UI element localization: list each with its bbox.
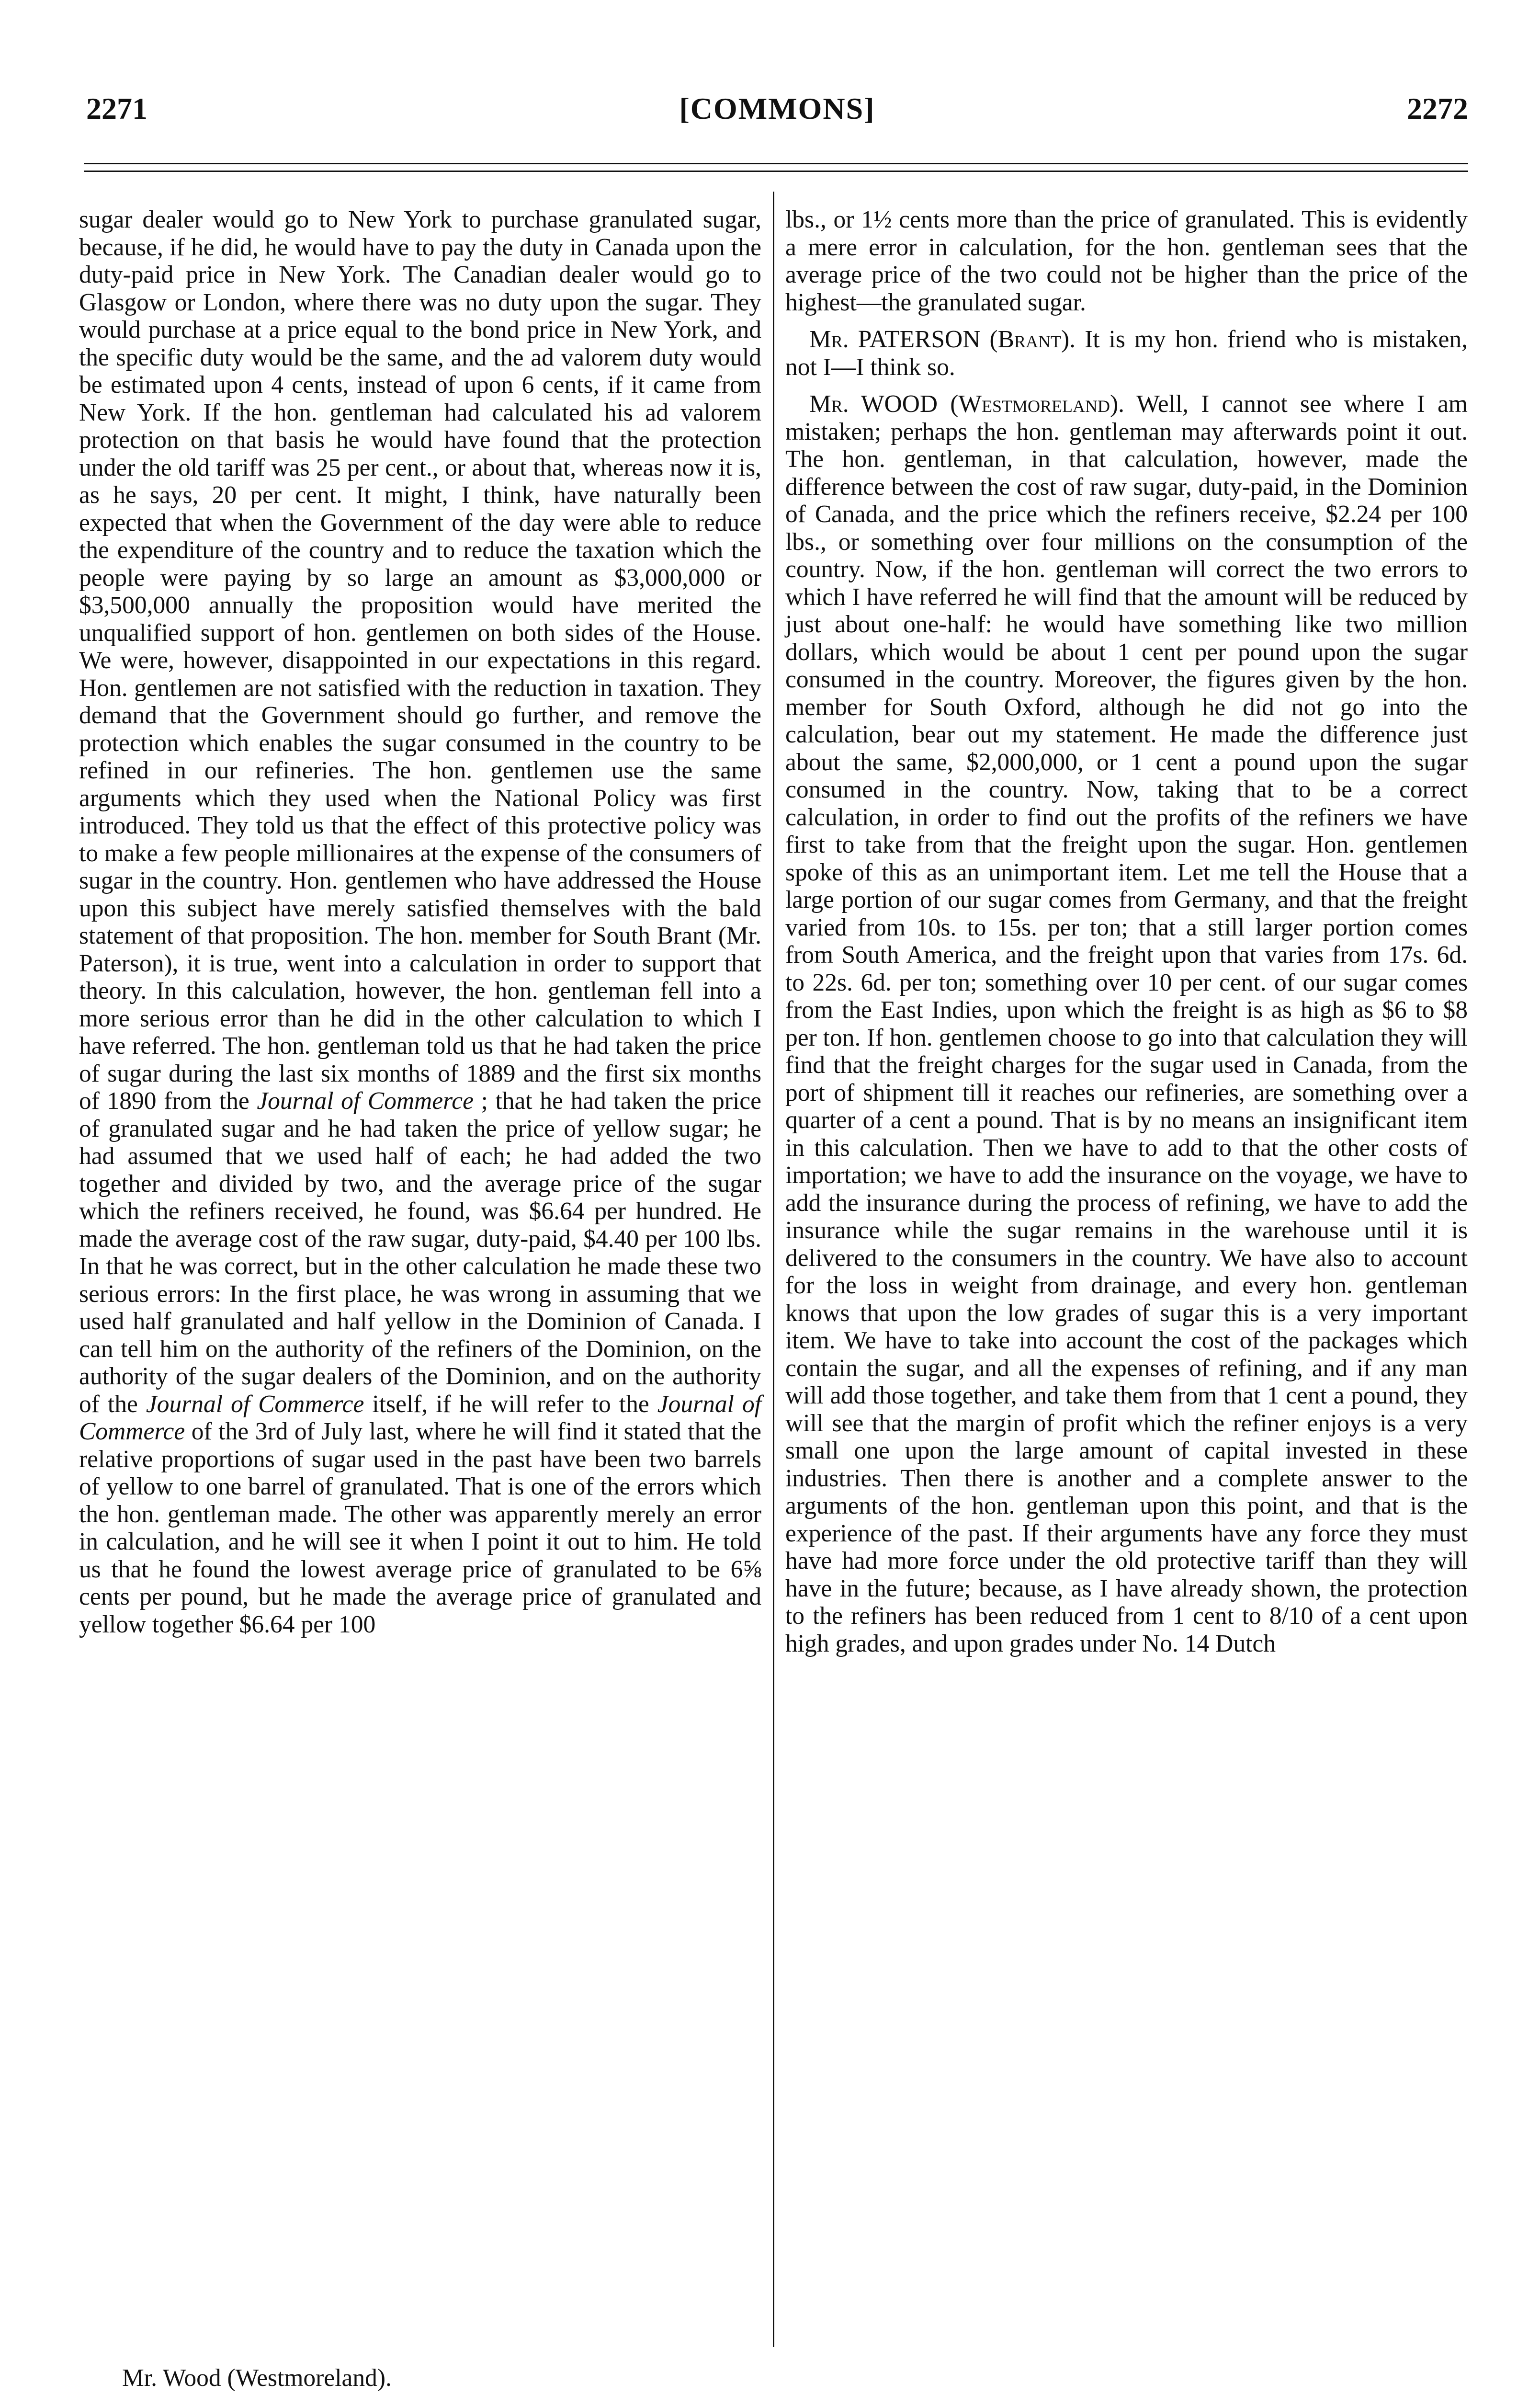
column-divider xyxy=(773,192,774,2347)
right-page-number: 2272 xyxy=(1407,91,1468,125)
right-paragraph-3 xyxy=(785,390,1468,1657)
paterson-remark: It is my hon. friend who is mistaken, not I—I think so. xyxy=(785,326,1468,381)
page-header xyxy=(86,91,1468,134)
left-text-2: ; that he had taken the price of granulated sugar and he had taken the price of yellow sugar; he had assumed that we used half of each; he had added the two together and divided by two, and the average price of the sugar which the refiners received, he found, was $6.64 per hundred. He made the average cost of the raw sugar, duty-paid, $4.40 per 100 lbs. In that he was correct, but in the other calculation he made these two serious errors: In the first place, he was wrong in assuming that we used half granulated and half yellow in the Dominion of Canada. I can tell him on the authority of the refiners of the Dominion, on the authority of the sugar dealers of the Dominion, and on the authority of the xyxy=(79,1087,761,1418)
right-paragraph-1: lbs., or 1½ cents more than the price of granulated. This is evidently a mere error in calculation, for the hon. gentleman sees that the average price of the two could not be higher than the price of the highest—the granulated sugar. xyxy=(785,206,1468,316)
left-paragraph xyxy=(79,206,761,1638)
wood-remarks: Well, I cannot see where I am mistaken; perhaps the hon. gentleman may afterwards point it out. The hon. gentleman, in that calculation, however, made the difference between the cost of raw sugar, duty-paid, in the Dominion of Canada, and the price which the refiners receive, $2.24 per 100 lbs., or something over four millions on the consumption of the country. Now, if the hon. gentleman will correct the two errors to which I have referred he will find that the amount will be reduced by just about one-half: he would have something like two million dollars, which would be about 1 cent per pound upon the sugar consumed in the country. Moreover, the figures given by the hon. member for South Oxford, although he did not go into the calculation, bear out my statement. He made the difference just about the same, $2,000,000, or 1 cent a pound upon the sugar consumed in the country. Now, taking that to be a correct calculation, in order to find out the profits of the refiners we have first to take from that the freight upon the sugar. Hon. gentlemen spoke of this as an unimportant item. Let me tell the House that a large portion of our sugar comes from Germany, and that the freight varied from 10s. to 15s. per ton; that a still larger portion comes from South America, and the freight upon that varies from 17s. 6d. to 22s. 6d. per ton; something over 10 per cent. of our sugar comes from the East Indies, upon which the freight is as high as $6 to $8 per ton. If hon. gentlemen choose to go into that calculation they will find that the freight charges for the sugar used in Canada, from the port of shipment till it reaches our refineries, are something over a quarter of a cent a pound. That is by no means an insignificant item in this calculation. Then we have to add to that the other costs of importation; we have to add the insurance on the voyage, we have to add the insurance during the process of refining, we have to add the insurance while the sugar remains in the warehouse until it is delivered to the consumers in the country. We have also to account for the loss in weight from drainage, and every hon. gentleman knows that upon the low grades of sugar this is a very important item. We have to take into account the cost of the packages which contain the sugar, and all the expenses of refining, and if any man will add those together, and take them from that 1 cent a pound, they will see that the margin of profit which the refiner enjoys is a very small one upon the large amount of capital invested in these industries. Then there is another and a complete answer to the arguments of the hon. gentleman upon this point, and that is the experience of the past. If their arguments have any force they must have had more force under the old protective tariff than they will have in the future; because, as I have already shown, the protection to the refiners has been reduced from 1 cent to 8/10 of a cent upon high grades, and upon grades under No. 14 Dutch xyxy=(785,390,1468,1657)
left-text-3: itself, if he will refer to the xyxy=(372,1390,649,1418)
journal-title-3: Journal of Commerce xyxy=(79,1390,762,1445)
right-column xyxy=(785,206,1468,1657)
left-text-4: of the 3rd of July last, where he will find it stated that the relative proportions of sugar used in the past have been two barrels of yellow to one barrel of granulated. That is one of the errors which the hon. gentleman made. The other was apparently merely an error in calculation, and he will see it when I point it out to him. He told us that he found the lowest average price of granulated to be 6⅝ cents per pound, but he made the average price of granulated and yellow together $6.64 per 100 xyxy=(79,1418,762,1638)
right-paragraph-2 xyxy=(785,326,1468,381)
speaker-wood: Mr. WOOD (Westmoreland). xyxy=(809,390,1124,418)
journal-title-2: Journal of Commerce xyxy=(146,1390,364,1418)
left-column xyxy=(79,206,761,1638)
left-text-1: sugar dealer would go to New York to purchase granulated sugar, because, if he did, he would have to pay the duty in Canada upon the duty-paid price in New York. The Canadian dealer would go to Glasgow or London, where there was no duty upon the sugar. They would purchase at a price equal to the bond price in New York, and the specific duty would be the same, and the ad valorem duty would be estimated upon 4 cents, instead of upon 6 cents, if it came from New York. If the hon. gentleman had calculated his ad valorem protection on that basis he would have found that the protection under the old tariff was 25 per cent., or about that, whereas now it is, as he says, 20 per cent. It might, I think, have naturally been expected that when the Government of the day were able to reduce the expenditure of the country and to reduce the taxation which the people were paying by so large an amount as $3,000,000 or $3,500,000 annually the proposition would have merited the unqualified support of hon. gentlemen on both sides of the House. We were, however, disappointed in our expectations in this regard. Hon. gentlemen are not satisfied with the reduction in taxation. They demand that the Government should go further, and remove the protection which enables the sugar consumed in the country to be refined in our refineries. The hon. gentlemen use the same arguments which they used when the National Policy was first introduced. They told us that the effect of this protective policy was to make a few people millionaires at the expense of the consumers of sugar in the country. Hon. gentlemen who have addressed the House upon this subject have merely satisfied themselves with the bald statement of that proposition. The hon. member for South Brant (Mr. Paterson), it is true, went into a calculation in order to support that theory. In this calculation, however, the hon. gentleman fell into a more serious error than he did in the other calculation to which I have referred. The hon. gentleman told us that he had taken the price of sugar during the last six months of 1889 and the first six months of 1890 from the xyxy=(79,206,761,1115)
journal-title-1: Journal of Commerce xyxy=(257,1087,474,1115)
left-page-number: 2271 xyxy=(86,91,147,125)
footer-speaker: Mr. Wood (Westmoreland). xyxy=(122,2364,392,2392)
header-rule-bottom xyxy=(84,171,1468,172)
page-title: [COMMONS] xyxy=(679,91,875,125)
speaker-paterson: Mr. PATERSON (Brant). xyxy=(809,326,1076,353)
header-rule-top xyxy=(84,163,1468,164)
